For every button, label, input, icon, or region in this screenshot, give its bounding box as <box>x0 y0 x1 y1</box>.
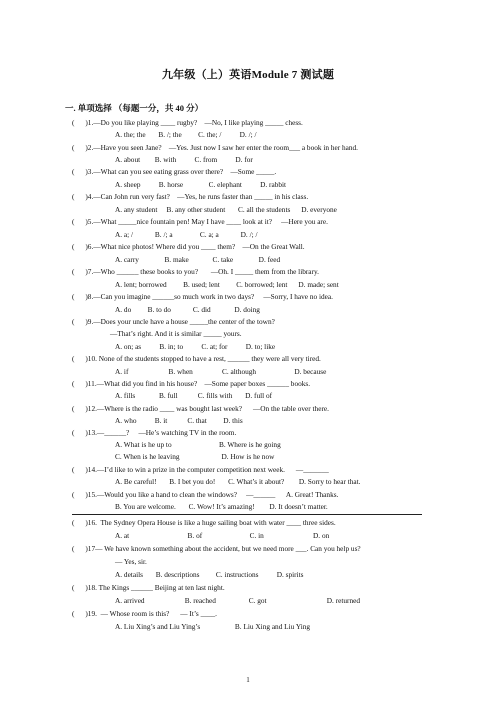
page-title: 九年级（上）英语Module 7 测试题 <box>161 69 335 81</box>
question-line: ( )9.—Does your uncle have a house _____the center of the town? <box>72 317 275 326</box>
options-line: A. lent; borrowed B. used; lent C. borrowed; lent D. made; sent <box>115 280 339 289</box>
options-line: A. What is he up to B. Where is he going <box>115 440 281 449</box>
options-line: A. any student B. any other student C. all the students D. everyone <box>115 205 337 214</box>
question-continuation: —That’s right. And it is similar _____ yours. <box>110 329 242 338</box>
divider-line <box>72 514 422 515</box>
section-heading: 一. 单项选择 （每题一分，共 40 分） <box>65 103 204 113</box>
question-line: ( )8.—Can you imagine ______so much work in two days? —Sorry, I have no idea. <box>72 292 333 301</box>
options-line: A. at B. of C. in D. on <box>115 531 330 540</box>
question-line: ( )15.—Would you like a hand to clean the windows? —______ A. Great! Thanks. <box>72 490 339 499</box>
options-line: A. do B. to do C. did D. doing <box>115 305 260 314</box>
question-line: ( )13.—______? —He’s watching TV in the room. <box>72 428 237 437</box>
question-line: ( )10. None of the students stopped to have a rest, ______ they were all very tired. <box>72 354 321 363</box>
question-line: ( )17— We have known something about the accident, but we need more ___. Can you help us? <box>72 544 361 553</box>
options-line: A. arrived B. reached C. got D. returned <box>115 596 361 605</box>
options-line: A. on; as B. in; to C. at; for D. to; like <box>115 342 276 351</box>
question-line: ( )7.—Who ______ these books to you? —Oh. I _____ them from the library. <box>72 267 319 276</box>
options-line: A. a; / B. /; a C. a; a D. /; / <box>115 230 258 239</box>
options-line: A. about B. with C. from D. for <box>115 155 253 164</box>
question-line: ( )19. — Whose room is this? — It’s ____. <box>72 609 217 618</box>
options-line: C. When is he leaving D. How is he now <box>115 452 275 461</box>
options-line: A. sheep B. horse C. elephant D. rabbit <box>115 180 287 189</box>
options-line: A. fills B. full C. fills with D. full of <box>115 391 273 400</box>
options-line: A. Be careful! B. I bet you do! C. What’s it about? D. Sorry to hear that. <box>115 477 361 486</box>
question-line: ( )18. The Kings ______ Beijing at ten last night. <box>72 583 225 592</box>
question-line: ( )11.—What did you find in his house? —Some paper boxes ______ books. <box>72 379 311 388</box>
options-line: A. carry B. make C. take D. feed <box>115 255 281 264</box>
options-line: A. details B. descriptions C. instructions D. spirits <box>115 570 304 579</box>
options-line: A. the; the B. /; the C. the; / D. /; / <box>115 130 257 139</box>
options-line: A. if B. when C. although D. because <box>115 367 327 376</box>
question-line: ( )5.—What _____nice fountain pen! May I have ____ look at it? —Here you are. <box>72 217 328 226</box>
question-line: ( )12.—Where is the radio ____ was bought last week? —On the table over there. <box>72 404 329 413</box>
options-line: A. Liu Xing’s and Liu Ying’s B. Liu Xing and Liu Ying <box>115 622 311 631</box>
options-line: B. You are welcome. C. Wow! It’s amazing! D. It doesn’t matter. <box>115 502 328 511</box>
question-continuation: — Yes, sir. <box>115 557 147 566</box>
question-line: ( )16. The Sydney Opera House is like a huge sailing boat with water ____ three sides. <box>72 518 336 527</box>
question-line: ( )3.—What can you see eating grass over there? —Some _____. <box>72 167 277 176</box>
question-line: ( )6.—What nice photos! Where did you ____ them? —On the Great Wall. <box>72 242 305 251</box>
question-line: ( )4.—Can John run very fast? —Yes, he runs faster than _____ in his class. <box>72 192 309 201</box>
question-line: ( )14.—I’d like to win a prize in the computer competition next week. —_______ <box>72 465 329 474</box>
options-line: A. who B. it C. that D. this <box>115 416 243 425</box>
question-line: ( )2.—Have you seen Jane? —Yes. Just now I saw her enter the room___ a book in her hand. <box>72 143 359 152</box>
page-number: 1 <box>246 676 250 684</box>
question-line: ( )1.—Do you like playing ____ rugby? —No, I like playing _____ chess. <box>72 118 303 127</box>
